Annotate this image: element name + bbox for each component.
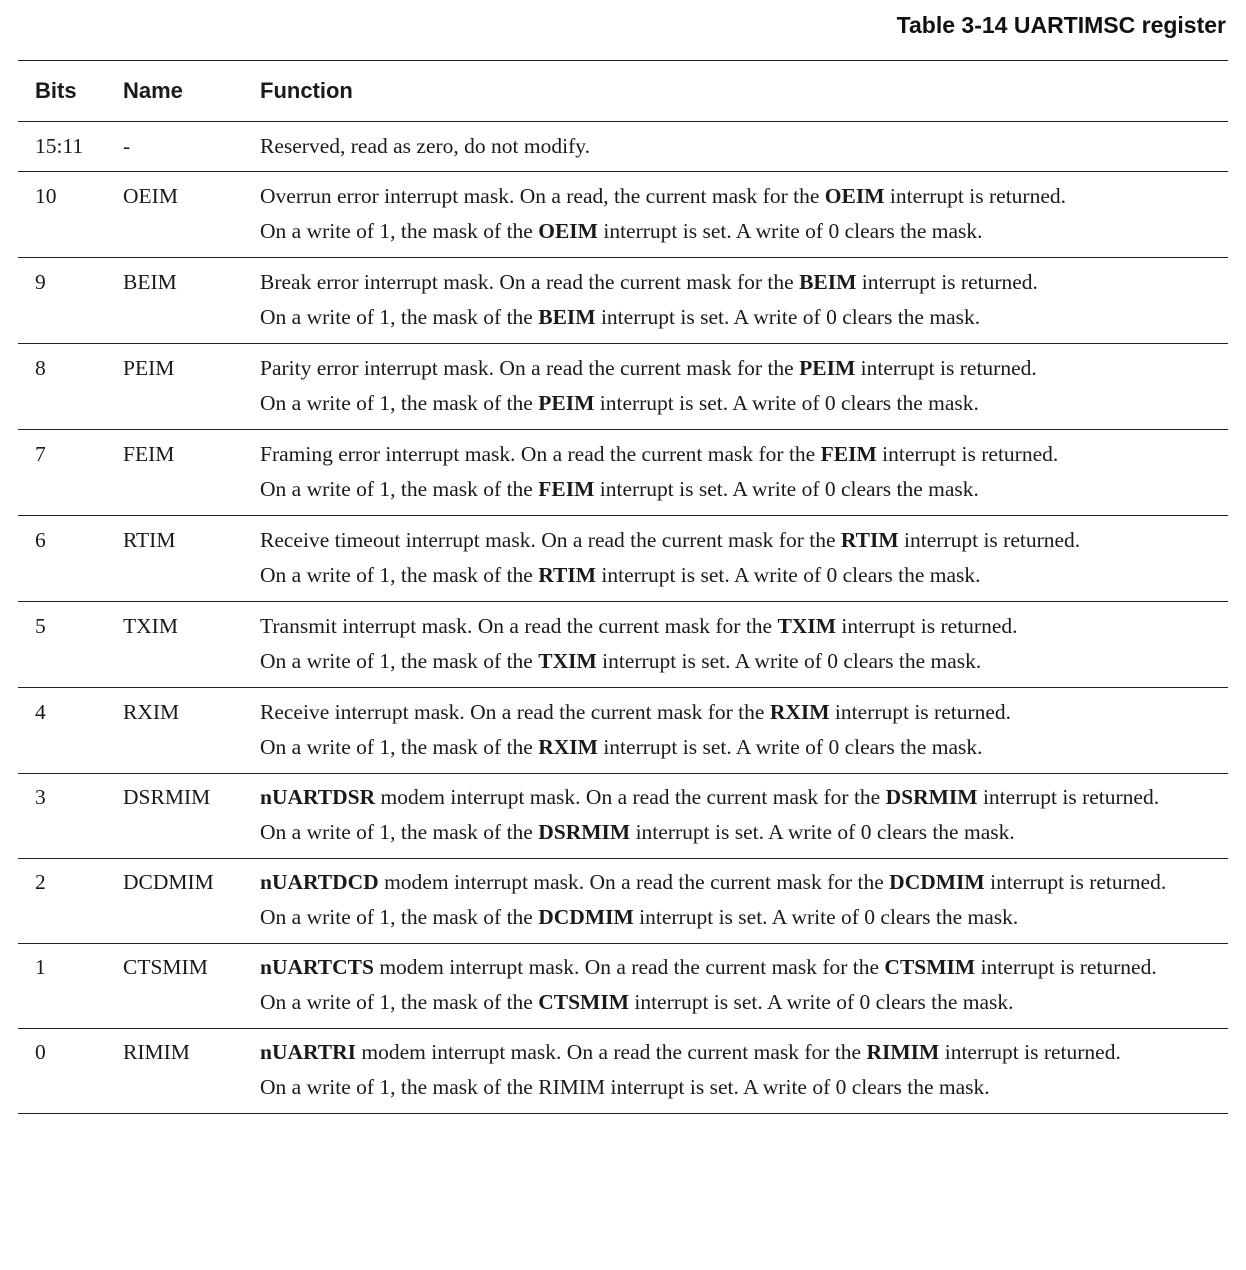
table-caption: Table 3-14 UARTIMSC register — [896, 12, 1226, 38]
bits-cell: 5 — [18, 602, 106, 688]
function-text: interrupt is set. A write of 0 clears the mask. — [597, 219, 983, 243]
function-text: Parity error interrupt mask. On a read the current mask for the — [260, 356, 800, 380]
name-cell: DCDMIM — [106, 859, 241, 944]
function-text: Framing error interrupt mask. On a read the current mask for the — [260, 442, 821, 466]
function-paragraph — [260, 733, 1220, 762]
header-bits: Bits — [18, 61, 106, 122]
emphasis-term: FEIM — [820, 442, 877, 466]
emphasis-term: nUARTRI — [260, 1040, 357, 1064]
function-paragraph — [260, 217, 1220, 246]
emphasis-term: CTSMIM — [538, 990, 630, 1014]
function-text: interrupt is set. A write of 0 clears the mask. — [596, 563, 981, 587]
function-cell — [241, 172, 1228, 258]
function-paragraph — [260, 561, 1220, 590]
bits-cell: 8 — [18, 344, 106, 430]
function-paragraph — [260, 818, 1220, 847]
name-cell: RXIM — [106, 688, 241, 774]
function-paragraph — [260, 268, 1220, 297]
function-text: interrupt is returned. — [876, 442, 1059, 466]
table-row — [18, 516, 1228, 602]
name-cell: BEIM — [106, 258, 241, 344]
function-text: On a write of 1, the mask of the RIMIM interrupt is set. A write of 0 clears the mask. — [260, 1075, 990, 1099]
function-text: interrupt is set. A write of 0 clears the mask. — [629, 990, 1014, 1014]
function-paragraph — [260, 526, 1220, 555]
emphasis-term: CTSMIM — [884, 955, 976, 979]
emphasis-term: RXIM — [769, 700, 830, 724]
emphasis-term: nUARTDSR — [260, 785, 376, 809]
function-text: On a write of 1, the mask of the — [260, 219, 539, 243]
function-paragraph — [260, 182, 1220, 211]
function-text: On a write of 1, the mask of the — [260, 820, 539, 844]
bits-cell: 6 — [18, 516, 106, 602]
table-row — [18, 172, 1228, 258]
name-cell: OEIM — [106, 172, 241, 258]
emphasis-term: RTIM — [538, 563, 597, 587]
function-paragraph — [260, 354, 1220, 383]
emphasis-term: TXIM — [777, 614, 836, 638]
function-text: Break error interrupt mask. On a read the current mask for the — [260, 270, 800, 294]
function-text: On a write of 1, the mask of the — [260, 391, 539, 415]
table-row — [18, 1029, 1228, 1114]
function-cell — [241, 258, 1228, 344]
table-header — [18, 61, 1228, 122]
function-text: Reserved, read as zero, do not modify. — [260, 134, 590, 158]
function-paragraph — [260, 1073, 1220, 1102]
table-row — [18, 430, 1228, 516]
emphasis-term: nUARTDCD — [260, 870, 379, 894]
function-text: interrupt is returned. — [855, 356, 1037, 380]
emphasis-term: DSRMIM — [538, 820, 631, 844]
emphasis-term: DCDMIM — [889, 870, 985, 894]
function-cell — [241, 516, 1228, 602]
function-text: On a write of 1, the mask of the — [260, 477, 539, 501]
function-text: Receive timeout interrupt mask. On a read the current mask for the — [260, 528, 841, 552]
table-row — [18, 344, 1228, 430]
function-paragraph — [260, 475, 1220, 504]
emphasis-term: BEIM — [538, 305, 596, 329]
function-text: interrupt is returned. — [898, 528, 1081, 552]
bits-cell: 10 — [18, 172, 106, 258]
function-cell — [241, 774, 1228, 859]
table-row — [18, 688, 1228, 774]
emphasis-term: nUARTCTS — [260, 955, 374, 979]
function-cell — [241, 122, 1228, 172]
table-row — [18, 944, 1228, 1029]
emphasis-term: RIMIM — [866, 1040, 940, 1064]
function-text: modem interrupt mask. On a read the current mask for the — [375, 785, 886, 809]
header-function: Function — [241, 61, 1228, 122]
function-text: interrupt is set. A write of 0 clears the mask. — [594, 391, 979, 415]
emphasis-term: RTIM — [840, 528, 899, 552]
name-cell: RTIM — [106, 516, 241, 602]
function-text: On a write of 1, the mask of the — [260, 905, 539, 929]
emphasis-term: PEIM — [799, 356, 856, 380]
emphasis-term: PEIM — [538, 391, 595, 415]
function-text: interrupt is set. A write of 0 clears the mask. — [594, 477, 979, 501]
function-text: interrupt is returned. — [884, 184, 1067, 208]
function-text: interrupt is set. A write of 0 clears the mask. — [596, 649, 982, 673]
function-text: interrupt is returned. — [836, 614, 1018, 638]
function-cell — [241, 1029, 1228, 1114]
name-cell: - — [106, 122, 241, 172]
function-text: modem interrupt mask. On a read the current mask for the — [378, 870, 890, 894]
name-cell: PEIM — [106, 344, 241, 430]
emphasis-term: OEIM — [538, 219, 598, 243]
function-paragraph — [260, 953, 1220, 982]
emphasis-term: RXIM — [538, 735, 598, 759]
function-text: modem interrupt mask. On a read the current mask for the — [373, 955, 885, 979]
function-paragraph — [260, 303, 1220, 332]
emphasis-term: FEIM — [538, 477, 595, 501]
table-row — [18, 774, 1228, 859]
function-text: Transmit interrupt mask. On a read the current mask for the — [260, 614, 778, 638]
function-paragraph — [260, 988, 1220, 1017]
bits-cell: 2 — [18, 859, 106, 944]
function-text: On a write of 1, the mask of the — [260, 735, 539, 759]
function-cell — [241, 859, 1228, 944]
bits-cell: 9 — [18, 258, 106, 344]
function-cell — [241, 602, 1228, 688]
bits-cell: 3 — [18, 774, 106, 859]
function-text: interrupt is returned. — [984, 870, 1167, 894]
function-text: On a write of 1, the mask of the — [260, 563, 539, 587]
function-text: interrupt is returned. — [939, 1040, 1121, 1064]
bits-cell: 7 — [18, 430, 106, 516]
function-text: interrupt is returned. — [829, 700, 1012, 724]
register-table — [18, 60, 1228, 1114]
function-paragraph — [260, 868, 1220, 897]
table-body — [18, 122, 1228, 1114]
function-paragraph — [260, 903, 1220, 932]
function-cell — [241, 944, 1228, 1029]
bits-cell: 1 — [18, 944, 106, 1029]
function-cell — [241, 344, 1228, 430]
header-name: Name — [106, 61, 241, 122]
name-cell: RIMIM — [106, 1029, 241, 1114]
function-text: interrupt is returned. — [977, 785, 1160, 809]
name-cell: CTSMIM — [106, 944, 241, 1029]
function-paragraph — [260, 389, 1220, 418]
name-cell: TXIM — [106, 602, 241, 688]
function-cell — [241, 688, 1228, 774]
bits-cell: 4 — [18, 688, 106, 774]
function-text: interrupt is set. A write of 0 clears the mask. — [630, 820, 1015, 844]
function-text: On a write of 1, the mask of the — [260, 990, 539, 1014]
table-row — [18, 258, 1228, 344]
function-text: Overrun error interrupt mask. On a read, the current mask for the — [260, 184, 825, 208]
emphasis-term: DSRMIM — [885, 785, 978, 809]
function-text: On a write of 1, the mask of the — [260, 305, 539, 329]
function-paragraph — [260, 698, 1220, 727]
function-text: modem interrupt mask. On a read the current mask for the — [356, 1040, 867, 1064]
function-cell — [241, 430, 1228, 516]
function-paragraph — [260, 1038, 1220, 1067]
function-paragraph — [260, 612, 1220, 641]
emphasis-term: DCDMIM — [538, 905, 634, 929]
name-cell: DSRMIM — [106, 774, 241, 859]
function-text: interrupt is set. A write of 0 clears the mask. — [595, 305, 981, 329]
table-row — [18, 122, 1228, 172]
emphasis-term: BEIM — [799, 270, 857, 294]
function-text: interrupt is set. A write of 0 clears the mask. — [597, 735, 983, 759]
emphasis-term: OEIM — [824, 184, 885, 208]
function-text: interrupt is returned. — [856, 270, 1038, 294]
function-text: interrupt is set. A write of 0 clears the mask. — [633, 905, 1019, 929]
function-paragraph — [260, 132, 1220, 161]
bits-cell: 0 — [18, 1029, 106, 1114]
function-paragraph — [260, 440, 1220, 469]
table-row — [18, 859, 1228, 944]
function-paragraph — [260, 647, 1220, 676]
bits-cell: 15:11 — [18, 122, 106, 172]
name-cell: FEIM — [106, 430, 241, 516]
header-row — [18, 61, 1228, 122]
function-text: On a write of 1, the mask of the — [260, 649, 539, 673]
emphasis-term: TXIM — [538, 649, 597, 673]
function-text: Receive interrupt mask. On a read the current mask for the — [260, 700, 770, 724]
function-text: interrupt is returned. — [975, 955, 1157, 979]
table-row — [18, 602, 1228, 688]
function-paragraph — [260, 783, 1220, 812]
